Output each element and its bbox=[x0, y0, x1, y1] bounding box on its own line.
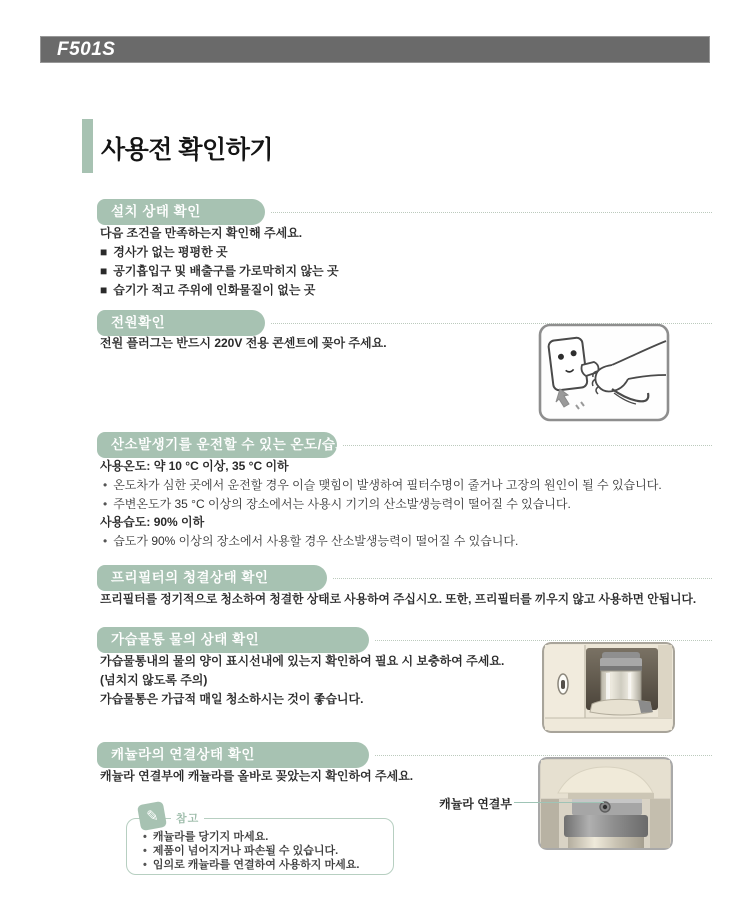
section-heading-pill: 캐뉼라의 연결상태 확인 bbox=[97, 742, 369, 768]
list-item: ■ 공기흡입구 및 배출구를 가로막히지 않는 곳 bbox=[100, 262, 339, 281]
model-header-bar bbox=[40, 36, 710, 63]
power-plug-illustration bbox=[538, 323, 670, 422]
square-bullet-marker: ■ bbox=[100, 245, 108, 259]
cannula-connector-photo bbox=[538, 757, 673, 850]
square-bullet-marker: ■ bbox=[100, 283, 108, 297]
dot-bullet-marker: • bbox=[103, 478, 108, 492]
note-items bbox=[140, 831, 359, 872]
section-prefilter-body: 프리필터를 정기적으로 청소하여 청결한 상태로 사용하여 주십시오. 또한, 프리필터를 끼우지 않고 사용하면 안됩니다. bbox=[100, 592, 697, 606]
note-item: • 캐뉼라를 당기지 마세요. bbox=[143, 831, 269, 843]
section-heading-pill: 가습물통 물의 상태 확인 bbox=[97, 627, 369, 653]
dotted-rule bbox=[375, 755, 712, 756]
humidifier-tank-photo bbox=[542, 642, 675, 733]
intro-line: 다음 조건을 만족하는지 확인해 주세요. bbox=[100, 226, 303, 240]
model-number: F501S bbox=[57, 38, 116, 60]
section-heading-pill: 전원확인 bbox=[97, 310, 265, 336]
list-item: ■ 습기가 적고 주위에 인화물질이 없는 곳 bbox=[100, 281, 339, 300]
dotted-rule bbox=[333, 578, 712, 579]
title-accent-bar bbox=[82, 119, 93, 173]
note-label: 참고 bbox=[171, 810, 204, 826]
dotted-rule bbox=[375, 640, 712, 641]
square-bullet-marker: ■ bbox=[100, 264, 108, 278]
section-cannula-body: 캐뉼라 연결부에 캐뉼라를 올바로 꽂았는지 확인하여 주세요. bbox=[100, 769, 414, 783]
section-climate-humidity bbox=[100, 513, 518, 551]
dot-bullet-marker: • bbox=[103, 534, 108, 548]
section-header-install bbox=[97, 199, 712, 225]
dot-bullet-marker: • bbox=[143, 844, 147, 857]
dot-bullet-marker: • bbox=[143, 831, 147, 843]
list-item: • 주변온도가 35 °C 이상의 장소에서는 사용시 기기의 산소발생능력이 떨어질 수 있습니다. bbox=[100, 495, 662, 514]
section-header-prefilter bbox=[97, 565, 712, 591]
dotted-rule bbox=[271, 212, 712, 213]
humidity-title: 사용습도: 90% 이하 bbox=[100, 515, 205, 529]
section-watertank-body: 가습물통내의 물의 양이 표시선내에 있는지 확인하여 필요 시 보충하여 주세요. (넘치지 않도록 주의) 가습물통은 가급적 매일 청소하시는 것이 좋습니다. bbox=[100, 654, 505, 706]
dotted-rule bbox=[343, 445, 712, 446]
cannula-connector-label: 캐뉼라 연결부 bbox=[439, 797, 512, 811]
dot-bullet-marker: • bbox=[143, 858, 147, 871]
note-item: • 제품이 넘어지거나 파손될 수 있습니다. bbox=[143, 844, 339, 857]
page-title: 사용전 확인하기 bbox=[101, 136, 273, 164]
leader-line bbox=[514, 802, 604, 803]
temp-title: 사용온도: 약 10 °C 이상, 35 °C 이하 bbox=[100, 459, 289, 473]
section-climate-temp bbox=[100, 457, 662, 514]
list-item: • 습도가 90% 이상의 장소에서 사용할 경우 산소발생능력이 떨어질 수 있습니다. bbox=[100, 532, 518, 551]
section-heading-pill: 프리필터의 청결상태 확인 bbox=[97, 565, 327, 591]
section-heading-pill: 산소발생기를 운전할 수 있는 온도/습도 bbox=[97, 432, 337, 458]
section-heading-pill: 설치 상태 확인 bbox=[97, 199, 265, 225]
list-item: • 온도차가 심한 곳에서 운전할 경우 이슬 맺힘이 발생하여 필터수명이 줄거나 고장의 원인이 될 수 있습니다. bbox=[100, 476, 662, 495]
section-install-body bbox=[100, 224, 339, 300]
section-power-body: 전원 플러그는 반드시 220V 전용 콘센트에 꽂아 주세요. bbox=[100, 336, 387, 350]
pencil-icon: ✎ bbox=[137, 801, 167, 831]
list-item: ■ 경사가 없는 평평한 곳 bbox=[100, 243, 339, 262]
section-header-climate bbox=[97, 432, 712, 458]
note-item: • 임의로 캐뉼라를 연결하여 사용하지 마세요. bbox=[143, 858, 360, 871]
dot-bullet-marker: • bbox=[103, 497, 108, 511]
